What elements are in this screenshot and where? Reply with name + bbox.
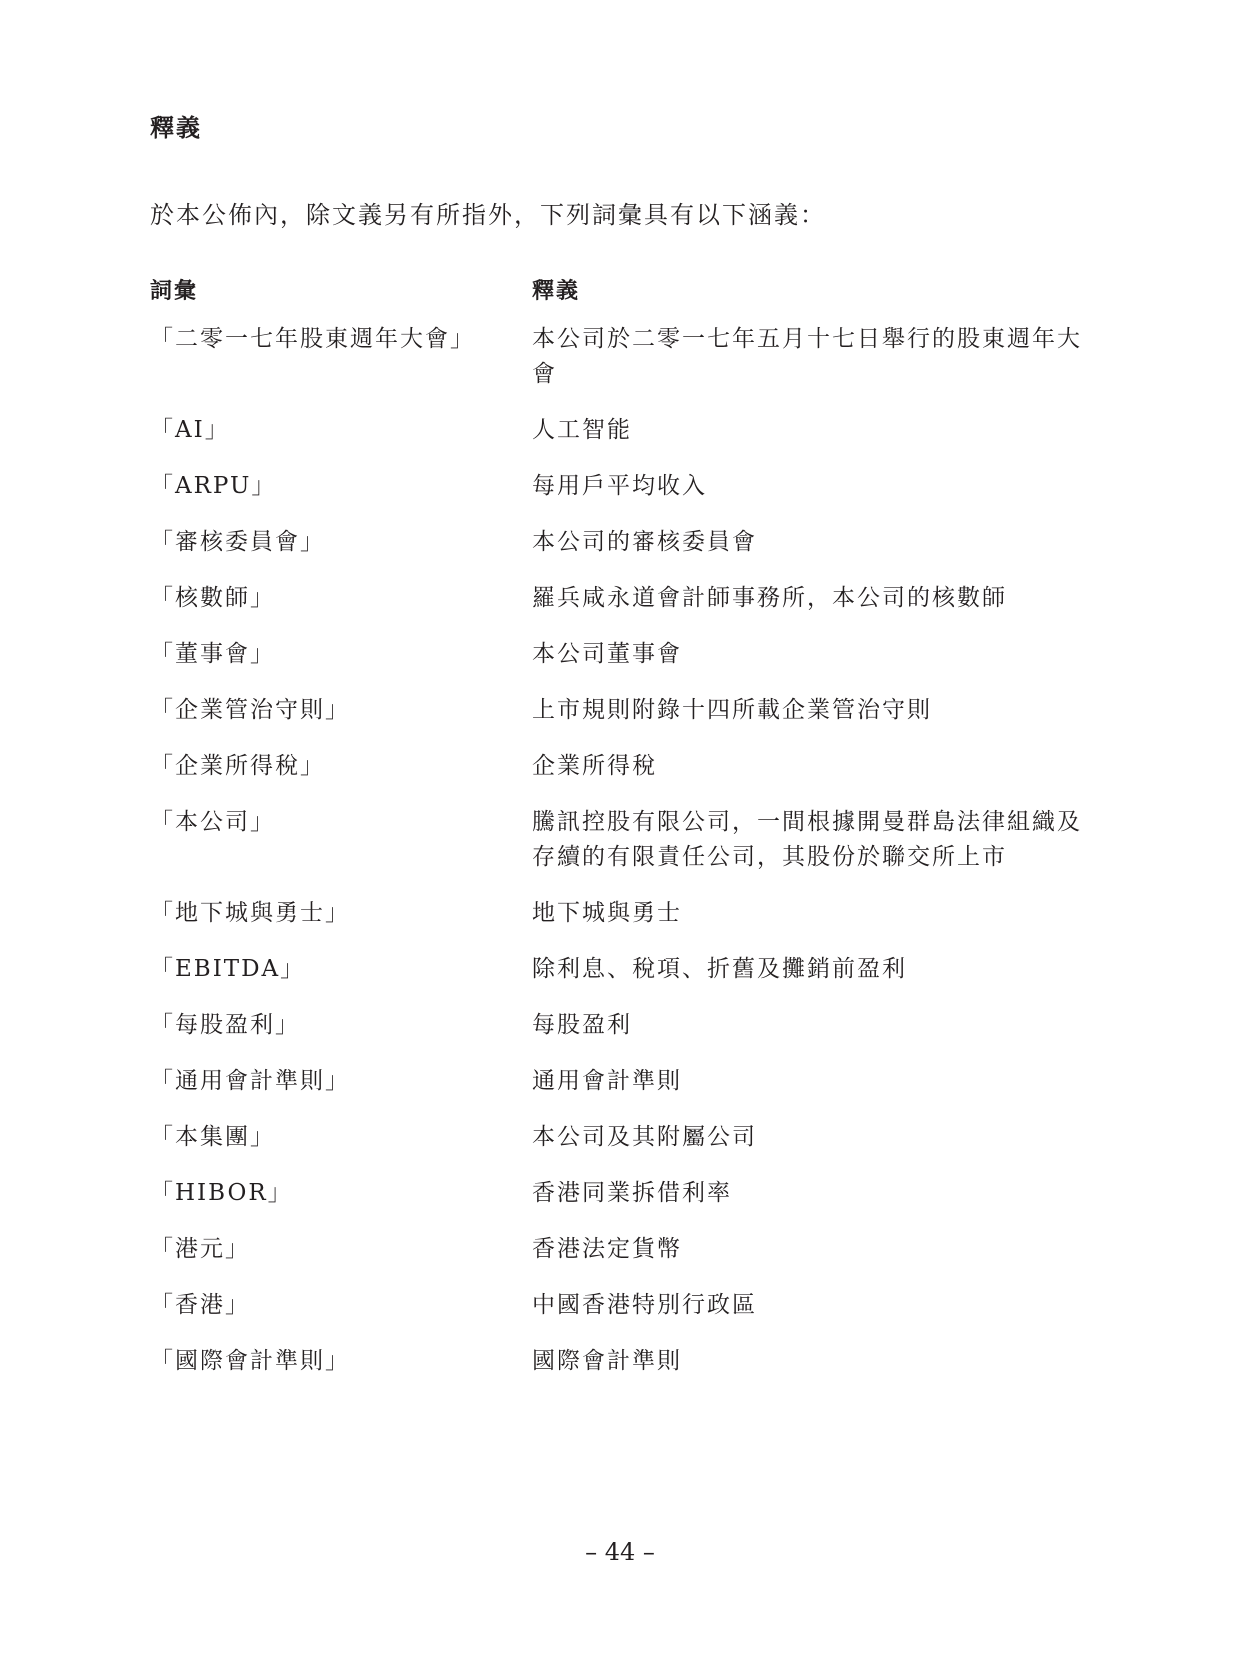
table-header-row <box>150 277 1110 322</box>
page-number: – 44 – <box>585 1538 655 1566</box>
term-cell: 「二零一七年股東週年大會」 <box>150 326 475 352</box>
definition-cell: 企業所得稅 <box>532 753 657 779</box>
table-row <box>150 1232 1110 1267</box>
table-row <box>150 322 1110 392</box>
term-cell: 「本公司」 <box>150 809 275 835</box>
term-cell: 「核數師」 <box>150 585 275 611</box>
term-cell: 「審核委員會」 <box>150 529 325 555</box>
definition-cell: 羅兵咸永道會計師事務所，本公司的核數師 <box>532 585 1007 611</box>
table-row <box>150 525 1110 560</box>
definition-cell: 通用會計準則 <box>532 1068 682 1094</box>
table-row <box>150 1120 1110 1155</box>
table-row <box>150 1344 1110 1379</box>
term-cell: 「地下城與勇士」 <box>150 900 350 926</box>
definition-column-header: 釋義 <box>532 279 581 304</box>
definition-cell: 香港法定貨幣 <box>532 1236 682 1262</box>
definition-cell: 騰訊控股有限公司，一間根據開曼群島法律組織及存續的有限責任公司，其股份於聯交所上市 <box>532 809 1082 870</box>
term-cell: 「ARPU」 <box>150 473 277 499</box>
intro-paragraph: 於本公佈內，除文義另有所指外，下列詞彙具有以下涵義： <box>150 201 826 229</box>
table-row <box>150 1288 1110 1323</box>
definition-cell: 中國香港特別行政區 <box>532 1292 757 1318</box>
term-cell: 「國際會計準則」 <box>150 1348 350 1374</box>
table-row <box>150 469 1110 504</box>
definition-cell: 香港同業拆借利率 <box>532 1180 732 1206</box>
definition-cell: 國際會計準則 <box>532 1348 682 1374</box>
definitions-table <box>150 277 1110 1400</box>
definition-cell: 人工智能 <box>532 417 632 443</box>
term-cell: 「企業管治守則」 <box>150 697 350 723</box>
term-cell: 「本集團」 <box>150 1124 275 1150</box>
term-cell: 「通用會計準則」 <box>150 1068 350 1094</box>
table-row <box>150 952 1110 987</box>
table-row <box>150 1064 1110 1099</box>
definition-cell: 地下城與勇士 <box>532 900 682 926</box>
term-cell: 「董事會」 <box>150 641 275 667</box>
definition-cell: 除利息、稅項、折舊及攤銷前盈利 <box>532 956 907 982</box>
section-title: 釋義 <box>150 114 202 142</box>
table-row <box>150 413 1110 448</box>
definition-cell: 本公司董事會 <box>532 641 682 667</box>
definition-cell: 本公司的審核委員會 <box>532 529 757 555</box>
definition-cell: 每股盈利 <box>532 1012 632 1038</box>
definition-cell: 本公司於二零一七年五月十七日舉行的股東週年大會 <box>532 326 1082 387</box>
table-row <box>150 749 1110 784</box>
term-cell: 「港元」 <box>150 1236 250 1262</box>
term-cell: 「每股盈利」 <box>150 1012 300 1038</box>
definition-cell: 每用戶平均收入 <box>532 473 707 499</box>
table-row <box>150 805 1110 875</box>
table-row <box>150 637 1110 672</box>
term-cell: 「AI」 <box>150 417 230 443</box>
table-row <box>150 1008 1110 1043</box>
table-row <box>150 581 1110 616</box>
definition-cell: 上市規則附錄十四所載企業管治守則 <box>532 697 932 723</box>
term-cell: 「企業所得稅」 <box>150 753 325 779</box>
table-row <box>150 896 1110 931</box>
table-row <box>150 1176 1110 1211</box>
term-cell: 「香港」 <box>150 1292 250 1318</box>
table-row <box>150 693 1110 728</box>
term-cell: 「EBITDA」 <box>150 956 306 982</box>
definition-cell: 本公司及其附屬公司 <box>532 1124 757 1150</box>
term-column-header: 詞彙 <box>150 279 199 304</box>
term-cell: 「HIBOR」 <box>150 1180 293 1206</box>
